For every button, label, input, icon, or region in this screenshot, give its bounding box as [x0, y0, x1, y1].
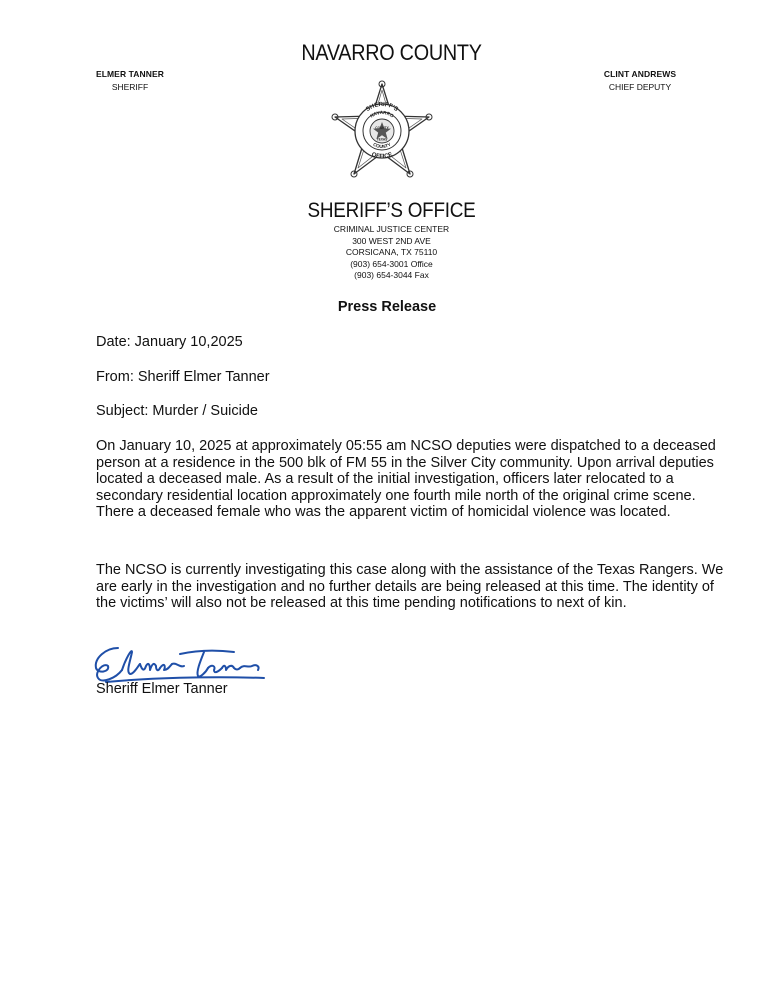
sheriff-star-badge-icon: [331, 80, 433, 188]
chief-deputy-name: CLINT ANDREWS: [603, 69, 677, 79]
subject-line: Subject: Murder / Suicide: [96, 403, 258, 419]
from-line: From: Sheriff Elmer Tanner: [96, 369, 270, 385]
sheriff-title: SHERIFF: [111, 82, 149, 92]
office-phone: (903) 654-3001 Office: [350, 258, 433, 269]
badge-top-text: SHERIFF’S: [365, 101, 399, 113]
chief-deputy-title: CHIEF DEPUTY: [608, 82, 672, 92]
address-line: CRIMINAL JUSTICE CENTER: [333, 224, 450, 234]
badge-center-sub-text: TEXAS: [376, 137, 388, 142]
office-heading: SHERIFF’S OFFICE: [307, 199, 476, 222]
county-heading: NAVARRO COUNTY: [301, 40, 482, 65]
badge-bottom-text: OFFICE: [370, 151, 394, 161]
body-paragraph-2: The NCSO is currently investigating this case along with the assistance of the Texas Rangers. We are early in the investigation and no further details are being released at this time. The identity of the victims’ will also not be released at this time pending notifications to next of kin.: [96, 562, 724, 612]
chief-deputy-block: [570, 68, 710, 94]
press-release-heading: Press Release: [337, 299, 437, 315]
address-line: CORSICANA, TX 75110: [345, 247, 438, 258]
badge-center-text: COUNTY: [375, 126, 389, 130]
badge-upper-text: NAVARRO: [369, 109, 395, 119]
signer-name: Sheriff Elmer Tanner: [96, 681, 228, 697]
office-address: [0, 224, 783, 282]
date-line: Date: January 10,2025: [96, 334, 243, 350]
body-paragraph-1: On January 10, 2025 at approximately 05:55 am NCSO deputies were dispatched to a deceased person at a residence in the 500 blk of FM 55 in the Silver City community. Upon arrival deputies located a deceased male. As a result of the initial investigation, officers later relocated to a secondary residential location approximately one fourth mile north of the original crime scene. There a deceased female who was the apparent victim of homicidal violence was located.: [96, 438, 716, 521]
sheriff-block: [60, 68, 200, 94]
fax-number: (903) 654-3044 Fax: [354, 270, 429, 281]
badge-lower-text: COUNTY: [372, 141, 392, 150]
sheriff-name: ELMER TANNER: [95, 69, 165, 79]
address-line: 300 WEST 2ND AVE: [352, 235, 431, 246]
